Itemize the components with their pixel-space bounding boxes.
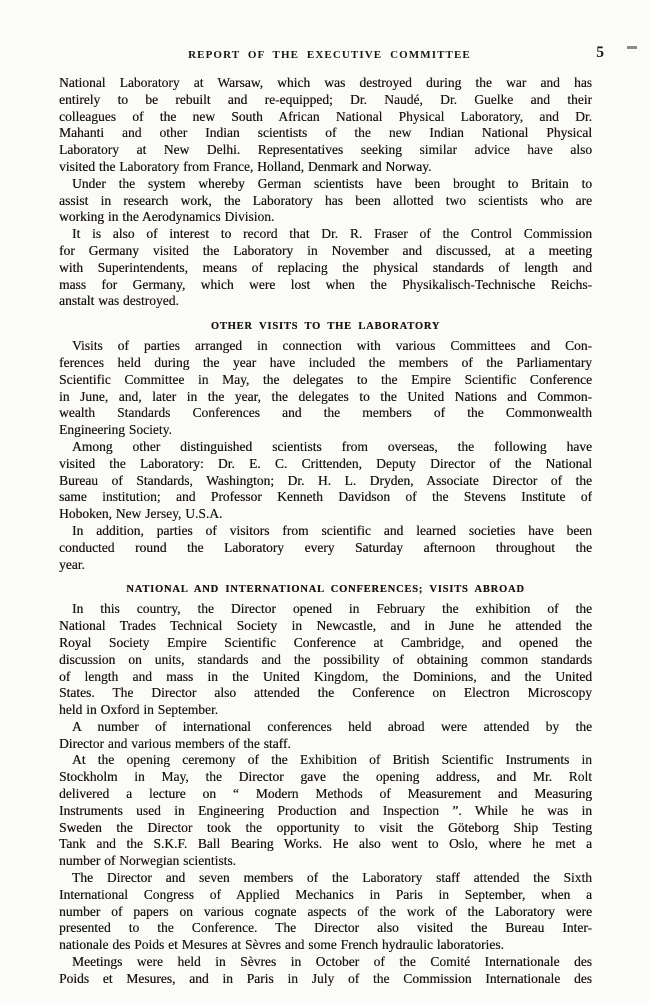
text-line: assist in research work, the Laboratory has been allotted two scientists who are [59, 192, 592, 208]
text-line: National Laboratory at Warsaw, which was destroyed during the war and has [59, 75, 592, 90]
running-title: REPORT OF THE EXECUTIVE COMMITTEE [188, 49, 471, 61]
text-line: of length and mass in the United Kingdom, the Dominions, and the United [59, 668, 592, 684]
section-heading-conferences: NATIONAL AND INTERNATIONAL CONFERENCES; VISITS ABROAD [126, 584, 525, 596]
text-line: with Superintendents, means of replacing the physical standards of length and [59, 259, 592, 275]
text-line: Meetings were held in Sèvres in October of the Comité Internationale des [72, 954, 592, 970]
text-line: mass for Germany, which were lost when the Physikalisch-Technische Reichs- [59, 276, 592, 292]
text-line: Scientific Committee in May, the delegates to the Empire Scientific Conference [59, 371, 592, 387]
text-line: anstalt was destroyed. [59, 293, 179, 309]
paragraph-german-scientists [59, 176, 592, 226]
paragraph-sevres-meetings [59, 954, 592, 988]
text-line: held in Oxford in September. [59, 702, 219, 718]
text-line: At the opening ceremony of the Exhibition of British Scientific Instruments in [72, 752, 592, 768]
text-line: discussion on units, standards and the possibility of obtaining common standards [59, 651, 592, 667]
text-line: visited the Laboratory: Dr. E. C. Crittenden, Deputy Director of the National [59, 455, 592, 471]
text-line: Sweden the Director took the opportunity to visit the Göteborg Ship Testing [59, 819, 592, 835]
text-line: for Germany visited the Laboratory in November and discussed, at a meeting [59, 242, 592, 258]
text-line: visited the Laboratory from France, Holland, Denmark and Norway. [59, 158, 432, 174]
text-line: nationale des Poids et Mesures at Sèvres and some French hydraulic laboratories. [59, 937, 504, 953]
text-line: In this country, the Director opened in February the exhibition of the [72, 601, 592, 617]
paragraph-in-this-country [59, 601, 592, 719]
text-line: Laboratory at New Delhi. Representatives seeking similar advice have also [59, 142, 592, 158]
text-line: National Trades Technical Society in Newcastle, and in June he attended the [59, 618, 592, 634]
text-line: number of papers on various cognate aspects of the work of the Laboratory were [59, 903, 592, 919]
paragraph-warsaw-continuation [59, 75, 592, 176]
text-line: colleagues of the new South African National Physical Laboratory, and Dr. [59, 108, 592, 124]
paragraph-saturday-visitors [59, 523, 592, 573]
paragraph-stockholm-exhibition [59, 752, 592, 870]
page-number: 5 [596, 44, 604, 61]
text-line: A number of international conferences held abroad were attended by the [72, 718, 592, 734]
text-line: in June, and, later in the year, the delegates to the United Nations and Common- [59, 388, 592, 404]
text-line: States. The Director also attended the Conference on Electron Microscopy [59, 685, 592, 701]
text-line: Engineering Society. [59, 422, 172, 438]
page-body [59, 75, 592, 988]
text-line: number of Norwegian scientists. [59, 853, 236, 869]
text-line: ferences held during the year have included the members of the Parliamentary [59, 354, 592, 370]
text-line: International Congress of Applied Mechanics in Paris in September, when a [59, 886, 592, 902]
paragraph-overseas-scientists [59, 439, 592, 523]
text-line: wealth Standards Conferences and the members of the Commonwealth [59, 405, 592, 421]
scan-artifact-mark [627, 46, 637, 49]
text-line: Under the system whereby German scientists have been brought to Britain to [72, 175, 592, 191]
paragraph-paris-congress [59, 870, 592, 954]
text-line: Hoboken, New Jersey, U.S.A. [59, 506, 223, 522]
text-line: same institution; and Professor Kenneth Davidson of the Stevens Institute of [59, 489, 592, 505]
text-line: working in the Aerodynamics Division. [59, 209, 275, 225]
text-line: presented to the Conference. The Director also visited the Bureau Inter- [59, 920, 592, 936]
text-line: Director and various members of the staff. [59, 735, 291, 751]
text-line: In addition, parties of visitors from scientific and learned societies have been [72, 522, 592, 538]
page-header [59, 44, 604, 65]
paragraph-visits-of-parties [59, 338, 592, 439]
paragraph-fraser-visit [59, 226, 592, 310]
text-line: Bureau of Standards, Washington; Dr. H. L. Dryden, Associate Director of the [59, 472, 592, 488]
text-line: Poids et Mesures, and in Paris in July of the Commission Internationale des [59, 970, 592, 986]
text-line: Visits of parties arranged in connection with various Committees and Con- [72, 338, 592, 354]
paragraph-international-conferences [59, 719, 592, 753]
section-heading-other-visits: OTHER VISITS TO THE LABORATORY [210, 321, 441, 333]
text-line: It is also of interest to record that Dr. R. Fraser of the Control Commission [72, 226, 592, 242]
text-line: Tank and the S.K.F. Ball Bearing Works. He also went to Oslo, where he met a [59, 836, 592, 852]
text-line: Royal Society Empire Scientific Conference at Cambridge, and opened the [59, 634, 592, 650]
text-line: The Director and seven members of the Laboratory staff attended the Sixth [72, 870, 592, 886]
text-line: delivered a lecture on “ Modern Methods of Measurement and Measuring [59, 786, 592, 802]
text-line: Among other distinguished scientists from overseas, the following have [72, 438, 592, 454]
text-line: entirely to be rebuilt and re-equipped; Dr. Naudé, Dr. Guelke and their [59, 91, 592, 107]
text-line: Instruments used in Engineering Production and Inspection ”. While he was in [59, 802, 592, 818]
text-line: Stockholm in May, the Director gave the opening address, and Mr. Rolt [59, 769, 592, 785]
text-line: year. [59, 556, 85, 572]
text-line: Mahanti and other Indian scientists of the new Indian National Physical [59, 125, 592, 141]
text-line: conducted round the Laboratory every Saturday afternoon throughout the [59, 539, 592, 555]
